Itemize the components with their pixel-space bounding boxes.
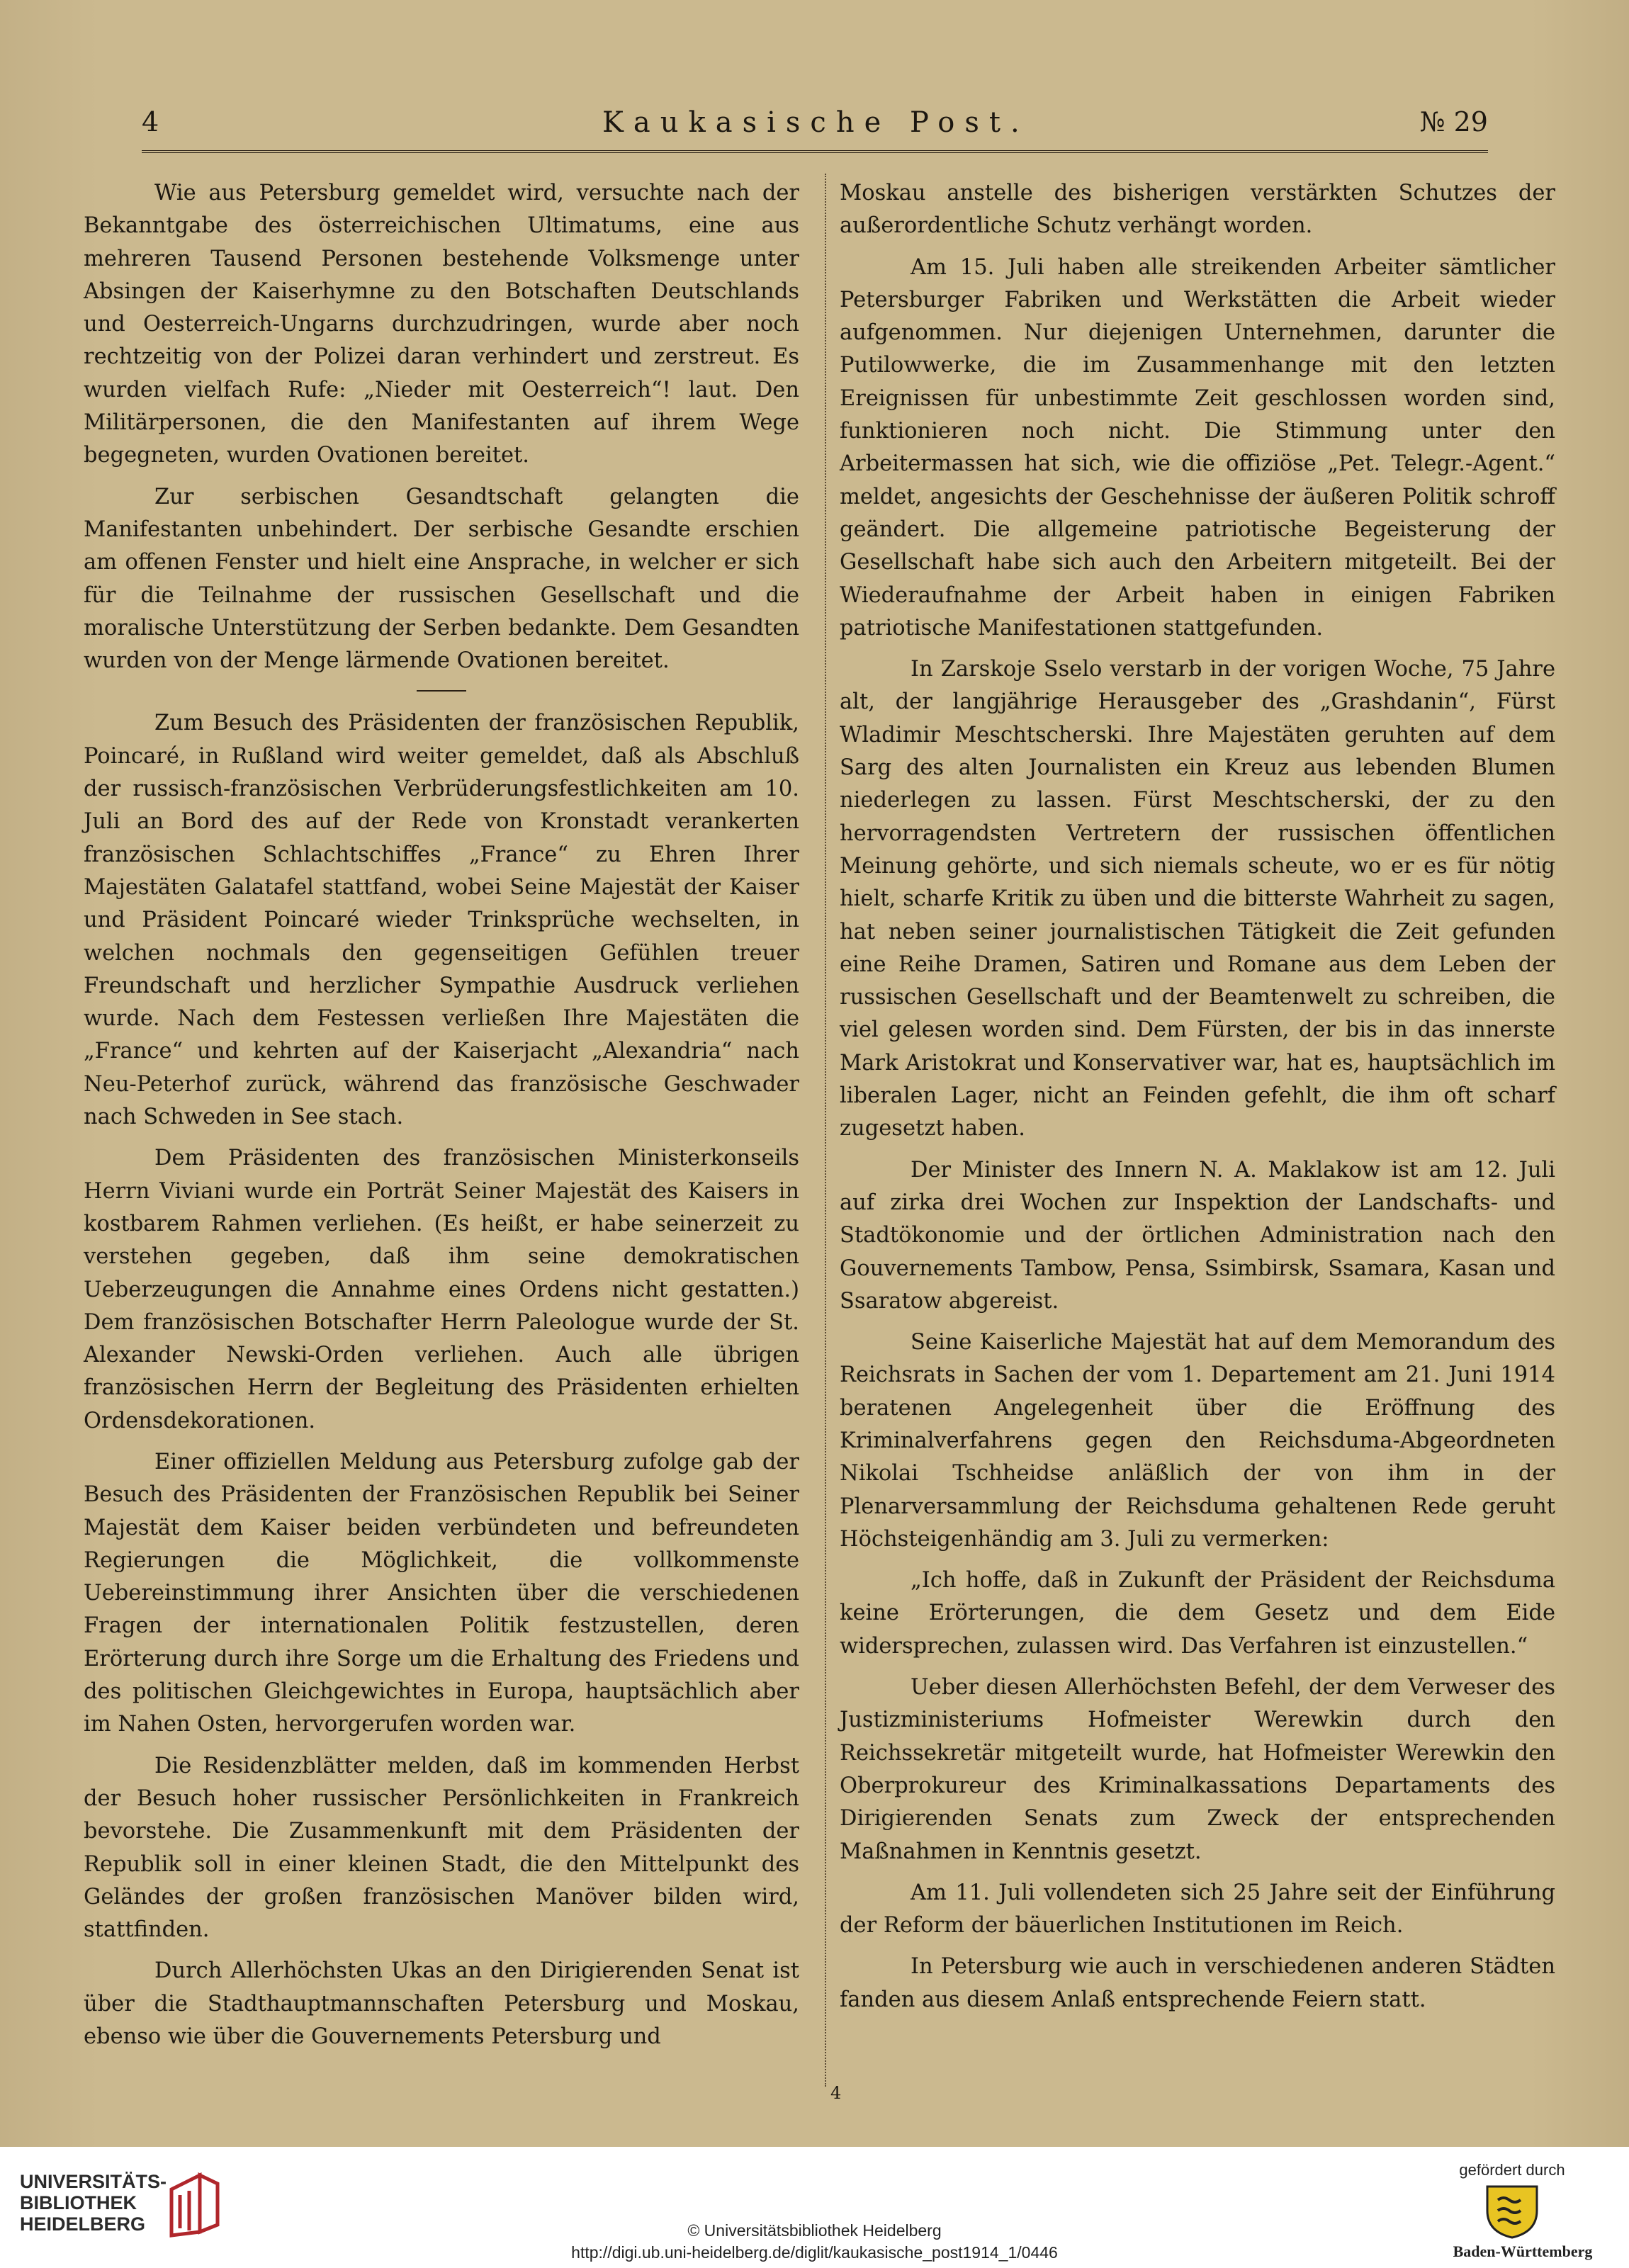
article-paragraph: Seine Kaiserliche Majestät hat auf dem Memorandum des Reichsrats in Sachen der vom 1. Departement am 21. Juni 1914 beratenen Angelegenheit über die Eröffnung des Kriminalverfahrens gegen den Reichsduma-Abgeordneten Nikolai Tschheidse anläßlich der von ihm in der Plenarversammlung der Reichsduma gehaltenen Rede geruht Höchsteigenhändig am 3. Juli zu vermerken: <box>840 1330 1555 1552</box>
article-paragraph: Zum Besuch des Präsidenten der französischen Republik, Poincaré, in Rußland wird weiter gemeldet, daß als Abschluß der russisch-französischen Verbrüderungsfestlichkeiten am 10. Juli an Bord des auf der Rede von Kronstadt verankerten französischen Schlachtschiffes „France“ zu Ehren Ihrer Majestäten Galatafel stattfand, wobei Seine Majestät der Kaiser und Präsident Poincaré wieder Trinksprüche wechselten, in welchen nochmals den gegenseitigen Gefühlen treuer Freundschaft und herzlicher Sympathie Ausdruck verliehen wurde. Nach dem Festessen verließen Ihre Majestäten die „France“ und kehrten auf der Kaiserjacht „Alexandria“ nach Neu-Peterhof zurück, während das französische Geschwader nach Schweden in See stach. <box>84 711 799 1130</box>
article-paragraph: Ueber diesen Allerhöchsten Befehl, der dem Verweser des Justizministeriums Hofmeister Werewkin durch den Reichssekretär mitgeteilt wurde, hat Hofmeister Werewkin den Oberprokureur des Kriminalkassations Departaments des Dirigierenden Senats zum Zweck der entsprechenden Maßnahmen in Kenntnis gesetzt. <box>840 1675 1555 1864</box>
journal-title: Kaukasische Post. <box>602 106 1030 139</box>
library-name-line: UNIVERSITÄTS- <box>20 2171 167 2192</box>
header-rule <box>142 150 1488 153</box>
column-divider <box>825 174 826 2087</box>
article-paragraph: Wie aus Petersburg gemeldet wird, versuchte nach der Bekanntgabe des österreichischen Ultimatums, eine aus mehreren Tausend Personen bestehende Volksmenge unter Absingen der Kaiserhymne zu den Botschaften Deutschlands und Oesterreich-Ungarns durchzudringen, wurde aber noch rechtzeitig von der Polizei daran verhindert und zerstreut. Es wurden vielfach Rufe: „Nieder mit Oesterreich“! laut. Den Militärpersonen, die den Manifestanten auf ihrem Wege begegneten, wurden Ovationen bereitet. <box>84 181 799 468</box>
source-url[interactable]: http://digi.ub.uni-heidelberg.de/diglit/kaukasische_post1914_1/0446 <box>571 2243 1058 2262</box>
library-name-line: HEIDELBERG <box>20 2213 146 2235</box>
left-column <box>84 177 799 2062</box>
article-paragraph: In Zarskoje Sselo verstarb in der vorigen Woche, 75 Jahre alt, der langjährige Herausgeber des „Grashdanin“, Fürst Wladimir Meschtscherski. Ihre Majestäten geruhten auf dem Sarg des alten Journalisten ein Kreuz aus lebenden Blumen niederlegen zu lassen. Fürst Meschtscherski, der zu den hervorragendsten Vertretern der russischen öffentlichen Meinung gehörte, und sich niemals scheute, wo er es für nötig hielt, scharfe Kritik zu üben und die bitterste Wahrheit zu sagen, hat neben seiner journalistischen Tätigkeit die Zeit gefunden eine Reihe Dramen, Satiren und Romane aus dem Leben der russischen Gesellschaft und der Beamtenwelt zu schreiben, die viel gelesen worden sind. Dem Fürsten, der bis in das innerste Mark Aristokrat und Konservativer war, hat es, hauptsächlich im liberalen Lager, nicht an Feinden gefehlt, die ihm oft scharf zugesetzt haben. <box>840 657 1555 1141</box>
library-name-line: BIBLIOTHEK <box>20 2192 137 2213</box>
bottom-mark: 4 <box>830 2083 842 2103</box>
article-separator <box>417 690 466 692</box>
article-paragraph: Am 15. Juli haben alle streikenden Arbeiter sämtlicher Petersburger Fabriken und Werkstätten die Arbeit wieder aufgenommen. Nur diejenigen Unternehmen, darunter die Putilowwerke, die im Zusammenhange mit den letzten Ereignissen für unbestimmte Zeit geschlossen worden sind, funktionieren noch nicht. Die Stimmung unter den Arbeitermassen hat sich, wie die offiziöse „Pet. Telegr.-Agent.“ meldet, angesichts der Geschehnisse der äußeren Politik schroff geändert. Die allgemeine patriotische Begeisterung der Gesellschaft habe sich auch den Arbeitern mitgeteilt. Bei der Wiederaufnahme der Arbeit haben in einigen Fabriken patriotische Manifestationen stattgefunden. <box>840 254 1555 641</box>
article-paragraph: In Petersburg wie auch in verschiedenen anderen Städten fanden aus diesem Anlaß entsprechende Feiern statt. <box>840 1954 1555 2012</box>
issue-number: № 29 <box>1419 106 1488 137</box>
article-paragraph: Einer offiziellen Meldung aus Petersburg zufolge gab der Besuch des Präsidenten der Französischen Republik bei Seiner Majestät dem Kaiser beiden verbündeten und befreundeten Regierungen die Möglichkeit, die vollkommenste Uebereinstimmung ihrer Ansichten über die verschiedenen Fragen der internationalen Politik festzustellen, deren Erörterung durch ihre Sorge um die Erhaltung des Friedens und des politischen Gleichgewichtes in Europa, hauptsächlich aber im Nahen Osten, hervorgerufen worden war. <box>84 1449 799 1737</box>
article-paragraph: Moskau anstelle des bisherigen verstärkten Schutzes der außerordentliche Schutz verhängt worden. <box>840 181 1555 239</box>
copyright-notice: © Universitätsbibliothek Heidelberg <box>687 2221 942 2240</box>
article-paragraph: Dem Präsidenten des französischen Ministerkonseils Herrn Viviani wurde ein Porträt Seiner Majestät des Kaisers in kostbarem Rahmen verliehen. (Es heißt, er habe seinerzeit zu verstehen gegeben, daß ihm seine demokratischen Ueberzeugungen die Annahme eines Ordens nicht gestatten.) Dem französischen Botschafter Herrn Paleologue wurde der St. Alexander Newski-Orden verliehen. Auch alle übrigen französischen Herrn der Begleitung des Präsidenten erhielten Ordensdekorationen. <box>84 1146 799 1433</box>
article-paragraph: Zur serbischen Gesandtschaft gelangten die Manifestanten unbehindert. Der serbische Gesandte erschien am offenen Fenster und hielt eine Ansprache, in welcher er sich für die Teilnahme der russischen Gesellschaft und die moralische Unterstützung der Serben bedankte. Dem Gesandten wurden von der Menge lärmende Ovationen bereitet. <box>84 484 799 674</box>
article-paragraph: Der Minister des Innern N. A. Maklakow ist am 12. Juli auf zirka drei Wochen zur Inspektion der Landschafts- und Stadtökonomie und der örtlichen Administration nach den Gouvernements Tambow, Pensa, Ssimbirsk, Ssamara, Kasan und Ssaratow abgereist. <box>840 1157 1555 1314</box>
quoted-paragraph: „Ich hoffe, daß in Zukunft der Präsident der Reichsduma keine Erörterungen, die dem Gesetz und dem Eide widersprechen, zulassen wird. Das Verfahren ist einzustellen.“ <box>840 1568 1555 1659</box>
page-number: 4 <box>142 106 159 137</box>
right-column <box>840 177 1555 2025</box>
state-name: Baden-Württemberg <box>1453 2242 1593 2260</box>
article-paragraph: Die Residenzblätter melden, daß im kommenden Herbst der Besuch hoher russischer Persönlichkeiten in Frankreich bevorstehe. Die Zusammenkunft mit dem Präsidenten der Republik soll in einer kleinen Stadt, die den Mittelpunkt des Geländes der großen französischen Manöver bilden wird, stattfinden. <box>84 1753 799 1943</box>
coat-of-arms-icon <box>1480 2182 1544 2240</box>
page-header <box>142 106 1488 149</box>
digitization-footer <box>0 2147 1629 2268</box>
funded-by-label: gefördert durch <box>1459 2161 1565 2179</box>
article-paragraph: Durch Allerhöchsten Ukas an den Dirigierenden Senat ist über die Stadthauptmannschaften Petersburg und Moskau, ebenso wie über die Gouvernements Petersburg und <box>84 1958 799 2050</box>
article-paragraph: Am 11. Juli vollendeten sich 25 Jahre seit der Einführung der Reform der bäuerlichen Institutionen im Reich. <box>840 1880 1555 1939</box>
